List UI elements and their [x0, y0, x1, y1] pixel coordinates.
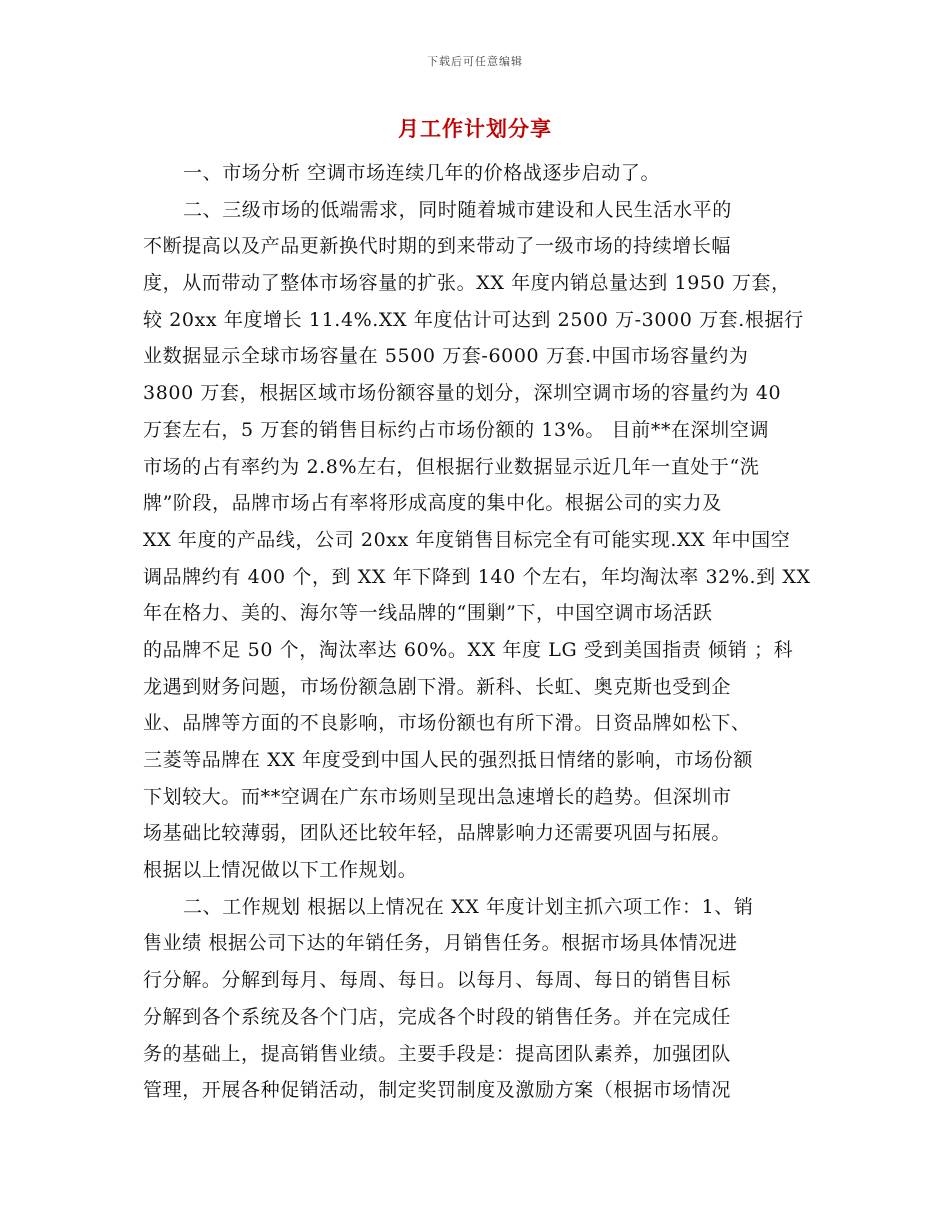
paragraph-line: 万套左右，5 万套的销售目标约占市场份额的 13%。 目前**在深圳空调 — [143, 418, 770, 441]
paragraph-line: 龙遇到财务问题，市场份额急剧下滑。新科、长虹、奥克斯也受到企 — [143, 675, 732, 698]
paragraph-line: 不断提高以及产品更新换代时期的到来带动了一级市场的持续增长幅 — [143, 235, 732, 258]
paragraph-line: 年在格力、美的、海尔等一线品牌的“围剿”下，中国空调市场活跃 — [143, 602, 713, 625]
paragraph-line: XX 年度的产品线，公司 20xx 年度销售目标完全有可能实现.XX 年中国空 — [143, 528, 791, 551]
paragraph-line: 3800 万套，根据区域市场份额容量的划分，深圳空调市场的容量约为 40 — [143, 382, 782, 405]
paragraph-line: 的品牌不足 50 个，淘汰率达 60%。XX 年度 LG 受到美国指责 倾销 ；科 — [143, 638, 794, 661]
paragraph-line: 业、品牌等方面的不良影响，市场份额也有所下滑。日资品牌如松下、 — [143, 712, 751, 735]
paragraph-line: 调品牌约有 400 个，到 XX 年下降到 140 个左右，年均淘汰率 32%.到 XX — [143, 565, 811, 588]
paragraph-line: 三菱等品牌在 XX 年度受到中国人民的强烈抵日情绪的影响，市场份额 — [143, 749, 753, 771]
paragraph-line: 业数据显示全球市场容量在 5500 万套-6000 万套.中国市场容量约为 — [143, 345, 749, 368]
paragraph-line: 根据以上情况做以下工作规划。 — [143, 859, 418, 882]
paragraph-line: 务的基础上，提高销售业绩。主要手段是：提高团队素养，加强团队 — [143, 1042, 732, 1065]
page-header: 下载后可任意编辑 — [427, 55, 523, 68]
paragraph-line: 行分解。分解到每月、每周、每日。以每月、每周、每日的销售目标 — [143, 969, 732, 992]
paragraph-line: 下划较大。而**空调在广东市场则呈现出急速增长的趋势。但深圳市 — [143, 785, 732, 808]
document-title: 月工作计划分享 — [398, 116, 552, 141]
paragraph-line: 度，从而带动了整体市场容量的扩张。XX 年度内销总量达到 1950 万套， — [143, 272, 791, 295]
paragraph-line: 牌”阶段，品牌市场占有率将形成高度的集中化。根据公司的实力及 — [143, 492, 722, 515]
paragraph-line: 分解到各个系统及各个门店，完成各个时段的销售任务。并在完成任 — [143, 1005, 732, 1028]
paragraph-line: 一、市场分析 空调市场连续几年的价格战逐步启动了。 — [183, 162, 661, 184]
paragraph-line: 场基础比较薄弱，团队还比较年轻，品牌影响力还需要巩固与拓展。 — [143, 822, 732, 845]
paragraph-line: 售业绩 根据公司下达的年销任务，月销售任务。根据市场具体情况进 — [143, 932, 738, 955]
paragraph-line: 较 20xx 年度增长 11.4%.XX 年度估计可达到 2500 万-3000 万套.根据行 — [143, 308, 804, 331]
document-body — [143, 155, 815, 1109]
paragraph-line: 市场的占有率约为 2.8%左右，但根据行业数据显示近几年一直处于“洗 — [143, 455, 760, 478]
paragraph-line: 管理，开展各种促销活动，制定奖罚制度及激励方案（根据市场情况 — [143, 1079, 732, 1102]
paragraph-line: 二、三级市场的低端需求，同时随着城市建设和人民生活水平的 — [183, 198, 732, 221]
paragraph-line: 二、工作规划 根据以上情况在 XX 年度计划主抓六项工作：1、销 — [183, 895, 754, 918]
